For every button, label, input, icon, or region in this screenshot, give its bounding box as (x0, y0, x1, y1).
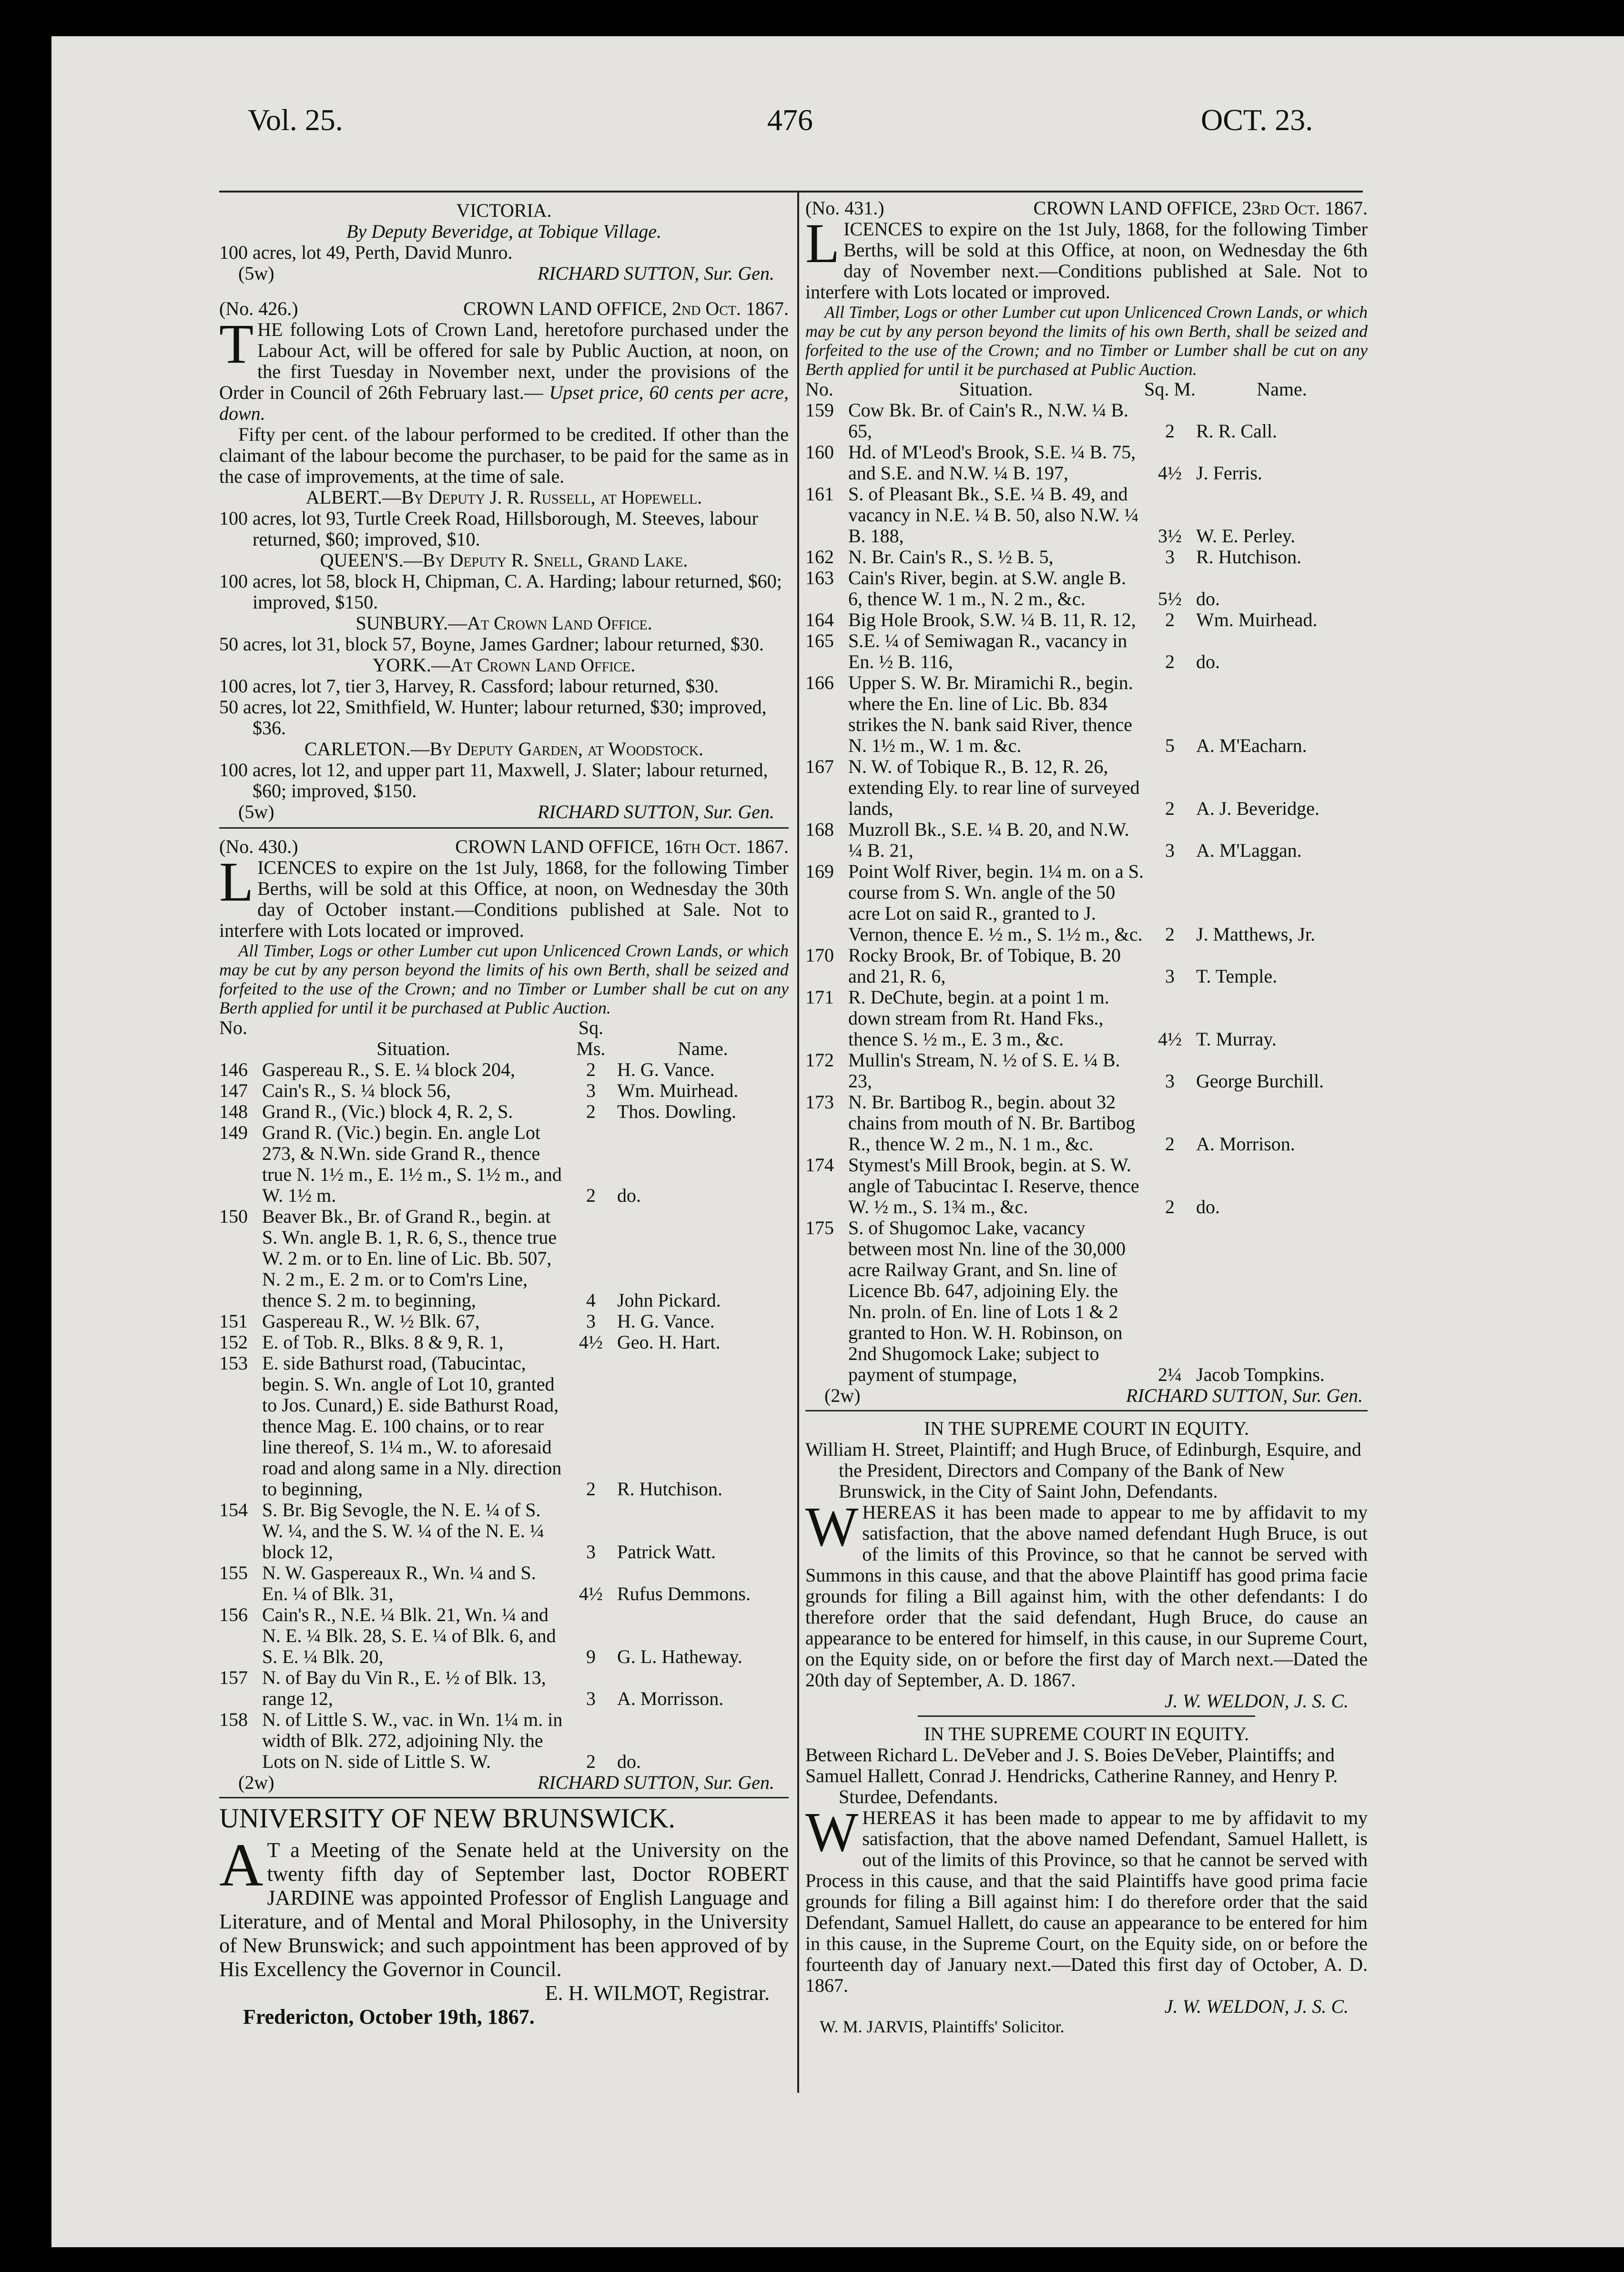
cell-situation: Gaspereau R., W. ½ Blk. 67, (262, 1310, 480, 1332)
notice-text: ICENCES to expire on the 1st July, 1868, for the following Timber Berths, will be sold at this Office, at noon, on Wednesday the 30th day of October instant.—Conditions published at Sale. Not to interfere with Lots located or improved. (219, 857, 789, 941)
signature: RICHARD SUTTON, Sur. Gen. (537, 801, 774, 822)
table-row (805, 861, 1368, 945)
cell-no: 174 (805, 1154, 834, 1176)
court2-heading: IN THE SUPREME COURT IN EQUITY. (924, 1723, 1249, 1745)
cell-no: 149 (219, 1122, 248, 1143)
cell-situation: Mullin's Stream, N. ½ of S. E. ¼ B. 23, (848, 1049, 1120, 1092)
table-row (805, 1050, 1368, 1092)
cell-name: Patrick Watt. (617, 1541, 716, 1562)
court2-body (805, 1801, 1368, 1996)
cell-no: 170 (805, 944, 834, 966)
lot-entry: 50 acres, lot 31, block 57, Boyne, James Gardner; labour returned, $30. (219, 633, 764, 655)
cell-situation: N. W. of Tobique R., B. 12, R. 26, extending Ely. to rear line of surveyed lands, (848, 756, 1140, 819)
timber-berths-table-430 (219, 1017, 789, 1772)
cell-situation: R. DeChute, begin. at a point 1 m. down stream from Rt. Hand Fks., thence S. ½ m., E. 3 m., &c. (848, 986, 1109, 1050)
lot-entry: 100 acres, lot 58, block H, Chipman, C. A. Harding; labour returned, $60; improved, $150. (219, 570, 782, 613)
cell-situation: Cow Bk. Br. of Cain's R., N.W. ¼ B. 65, (848, 399, 1129, 442)
county-heading: SUNBURY.—At Crown Land Office. (355, 612, 652, 634)
cell-sq: 3 (586, 1080, 596, 1101)
judge-signature: J. W. WELDON, J. S. C. (1164, 1690, 1349, 1712)
section-rule (805, 1410, 1368, 1411)
notice-426-header (219, 298, 789, 319)
cell-no: 156 (219, 1604, 248, 1625)
table-row (805, 1217, 1368, 1385)
right-column (805, 198, 1368, 2036)
cell-situation: N. Br. Cain's R., S. ½ B. 5, (848, 546, 1054, 568)
victoria-lot: 100 acres, lot 49, Perth, David Munro. (219, 242, 513, 263)
cell-sq: 2 (1165, 1133, 1175, 1155)
cell-name: do. (1196, 651, 1220, 672)
office-dateline: CROWN LAND OFFICE, 23rd Oct. 1867. (1033, 197, 1368, 219)
signature: RICHARD SUTTON, Sur. Gen. (537, 1772, 774, 1793)
cell-name: do. (1196, 1196, 1220, 1217)
cell-name: A. J. Beveridge. (1196, 798, 1320, 819)
notice-426-body (219, 313, 789, 424)
cell-name: J. Matthews, Jr. (1196, 923, 1315, 945)
cell-no: 151 (219, 1310, 248, 1332)
cell-no: 159 (805, 399, 834, 421)
table-row (805, 442, 1368, 484)
office-dateline: CROWN LAND OFFICE, 16th Oct. 1867. (455, 836, 789, 857)
cell-name: do. (1196, 588, 1220, 609)
cell-situation: Hd. of M'Leod's Brook, S.E. ¼ B. 75, and S.E. and N.W. ¼ B. 197, (848, 441, 1136, 484)
cell-situation: E. side Bathurst road, (Tabucintac, begin. S. Wn. angle of Lot 10, granted to Jos. Cunard,) E. side Bathurst Road, thence Mag. E. 100 chains, or to rear line thereof, S. 1¼ m., W. to aforesaid road and along same in a Nly. direction to beginning, (262, 1352, 562, 1500)
table-row (805, 1155, 1368, 1217)
cell-situation: Cain's River, begin. at S.W. angle B. 6, thence W. 1 m., N. 2 m., &c. (848, 567, 1126, 609)
cell-name: Wm. Muirhead. (1196, 609, 1318, 630)
cell-sq: 5½ (1158, 588, 1182, 609)
cell-no: 146 (219, 1059, 248, 1080)
table-row (805, 484, 1368, 547)
cell-name: Thos. Dowling. (617, 1101, 736, 1122)
notice-text: HE following Lots of Crown Land, heretofore purchased under the Labour Act, will be offered for sale by Public Auction, at noon, on the first Tuesday in November next, under the provisions of the Order in Council of 26th February last.— (219, 319, 789, 403)
cell-situation: Cain's R., N.E. ¼ Blk. 21, Wn. ¼ and N. E. ¼ Blk. 28, S. E. ¼ of Blk. 6, and S. E. ¼ Blk. 20, (262, 1604, 556, 1667)
volume-label: Vol. 25. (248, 103, 343, 137)
notice-430-header (219, 836, 789, 857)
cell-sq: 3½ (1158, 525, 1182, 547)
judge-signature: J. W. WELDON, J. S. C. (1164, 1996, 1349, 2017)
cell-no: 161 (805, 483, 834, 505)
table-row (219, 1080, 789, 1101)
cell-situation: S.E. ¼ of Semiwagan R., vacancy in En. ½ B. 116, (848, 630, 1127, 672)
cell-no: 158 (219, 1709, 248, 1730)
drop-cap: L (219, 851, 254, 913)
upset-price: Upset price, 60 cents per acre, down. (219, 382, 789, 424)
cell-no: 163 (805, 567, 834, 588)
table-row (805, 819, 1368, 861)
lot-entry: 50 acres, lot 22, Smithfield, W. Hunter; labour returned, $30; improved, $36. (219, 696, 767, 739)
cell-situation: Rocky Brook, Br. of Tobique, B. 20 and 21, R. 6, (848, 944, 1121, 987)
county-heading: QUEEN'S.—By Deputy R. Snell, Grand Lake. (320, 549, 688, 571)
cell-no: 165 (805, 630, 834, 651)
cell-no: 168 (805, 819, 834, 840)
cell-sq: 3 (1165, 965, 1175, 987)
cell-sq: 2 (1165, 798, 1175, 819)
cell-name: H. G. Vance. (617, 1310, 715, 1332)
solicitor-line: W. M. JARVIS, Plaintiffs' Solicitor. (820, 2017, 1065, 2036)
cell-no: 169 (805, 861, 834, 882)
col-name-header: Name. (1257, 378, 1307, 400)
table-row (219, 1353, 789, 1500)
cell-name: T. Temple. (1196, 965, 1278, 987)
cell-situation: Upper S. W. Br. Miramichi R., begin. where the En. line of Lic. Bb. 834 strikes the N. bank said River, thence N. 1½ m., W. 1 m. &c. (848, 672, 1133, 756)
cell-sq: 3 (1165, 840, 1175, 861)
cell-situation: Big Hole Brook, S.W. ¼ B. 11, R. 12, (848, 609, 1136, 630)
cell-name: W. E. Perley. (1196, 525, 1296, 547)
cell-sq: 3 (586, 1688, 596, 1709)
cell-situation: E. of Tob. R., Blks. 8 & 9, R. 1, (262, 1331, 504, 1353)
court1-parties: William H. Street, Plaintiff; and Hugh Bruce, of Edinburgh, Esquire, and the President, Directors and Company of the Bank of New Brunswick, in the City of Saint John, Defendants. (805, 1439, 1361, 1502)
section-rule (219, 1797, 789, 1798)
cell-sq: 2¼ (1158, 1364, 1182, 1385)
cell-sq: 3 (1165, 546, 1175, 568)
cell-no: 150 (219, 1206, 248, 1227)
table-row (805, 547, 1368, 568)
notice-text: ICENCES to expire on the 1st July, 1868, for the following Timber Berths, will be sold at this Office, at noon, on Wednesday the 6th day of November next.—Conditions published at Sale. Not to interfere with Lots located or improved. (805, 218, 1368, 303)
notice-430-warning: All Timber, Logs or other Lumber cut upon Unlicenced Crown Lands, or which may be cut by any person beyond the limits of his own Berth, shall be seized and forfeited to the use of the Crown; and no Timber or Lumber shall be cut on any Berth applied for until it be purchased at Public Auction. (219, 941, 789, 1017)
lot-entry: 100 acres, lot 93, Turtle Creek Road, Hillsborough, M. Steeves, labour returned, $60; improved, $10. (219, 507, 758, 550)
notice-431-header (805, 198, 1368, 219)
cell-situation: Grand R. (Vic.) begin. En. angle Lot 273, & N.Wn. side Grand R., thence true N. 1½ m., E. 1½ m., S. 1½ m., and W. 1½ m. (262, 1122, 562, 1206)
notice-431-warning: All Timber, Logs or other Lumber cut upon Unlicenced Crown Lands, or which may be cut by any person beyond the limits of his own Berth, shall be seized and forfeited to the use of the Crown; and no Timber or Lumber shall be cut on any Berth applied for until it be purchased at Public Auction. (805, 303, 1368, 379)
page-number: 476 (767, 103, 813, 137)
cell-situation: Beaver Bk., Br. of Grand R., begin. at S. Wn. angle B. 1, R. 6, S., thence true W. 2 m. or to En. line of Lic. Bb. 507, N. 2 m., E. 2 m. or to Com'rs Line, thence S. 2 m. to beginning, (262, 1206, 557, 1311)
cell-sq: 2 (586, 1101, 596, 1122)
table-row (219, 1101, 789, 1122)
cell-situation: S. of Pleasant Bk., S.E. ¼ B. 49, and vacancy in N.E. ¼ B. 50, also N.W. ¼ B. 188, (848, 483, 1139, 547)
cell-name: R. R. Call. (1196, 420, 1278, 442)
cell-sq: 5 (1165, 735, 1175, 756)
cell-no: 173 (805, 1091, 834, 1113)
drop-cap: A (219, 1831, 264, 1899)
timber-berths-table-431 (805, 379, 1368, 1385)
table-row (219, 1332, 789, 1353)
col-name-header: Name. (678, 1038, 728, 1059)
cell-no: 160 (805, 441, 834, 463)
registrar-signature: E. H. WILMOT, Registrar. (545, 1981, 770, 2005)
victoria-subheading: By Deputy Beveridge, at Tobique Village. (346, 221, 661, 242)
cell-situation: Grand R., (Vic.) block 4, R. 2, S. (262, 1101, 513, 1122)
county-heading: YORK.—At Crown Land Office. (372, 654, 636, 676)
lot-entry: 100 acres, lot 7, tier 3, Harvey, R. Cassford; labour returned, $30. (219, 675, 719, 697)
county-heading: ALBERT.—By Deputy J. R. Russell, at Hopewell. (305, 487, 702, 508)
table-row (805, 609, 1368, 630)
table-row (219, 1709, 789, 1772)
table-row (805, 672, 1368, 756)
cell-sq: 2 (586, 1751, 596, 1772)
cell-name: A. Morrison. (1196, 1133, 1295, 1155)
notice-430-signature (219, 1772, 789, 1793)
col-sq-header: Sq. M. (1144, 378, 1196, 400)
table-row (219, 1562, 789, 1604)
cell-name: do. (617, 1751, 641, 1772)
cell-sq: 3 (1165, 1070, 1175, 1092)
cell-name: A. Morrisson. (617, 1688, 724, 1709)
cell-sq: 3 (586, 1541, 596, 1562)
university-heading: UNIVERSITY OF NEW BRUNSWICK. (219, 1803, 675, 1834)
notice-number: (No. 430.) (219, 836, 298, 857)
cell-sq: 2 (586, 1478, 596, 1500)
cell-situation: Stymest's Mill Brook, begin. at S. W. angle of Tabucintac I. Reserve, thence W. ½ m., S. 1¾ m., &c. (848, 1154, 1139, 1217)
insertion-code: (5w) (238, 801, 274, 822)
cell-no: 175 (805, 1217, 834, 1238)
cell-situation: N. of Bay du Vin R., E. ½ of Blk. 13, range 12, (262, 1667, 546, 1709)
signature: RICHARD SUTTON, Sur. Gen. (1126, 1385, 1363, 1406)
cell-name: Rufus Demmons. (617, 1583, 751, 1604)
cell-name: do. (617, 1185, 641, 1206)
signature: RICHARD SUTTON, Sur. Gen. (537, 263, 774, 284)
column-divider (797, 192, 799, 2093)
place-date: Fredericton, October 19th, 1867. (243, 2005, 535, 2029)
insertion-code: (2w) (238, 1772, 274, 1793)
table-row (805, 756, 1368, 819)
col-no-header: No. (219, 1017, 247, 1038)
cell-no: 148 (219, 1101, 248, 1122)
notice-426-signature (219, 801, 789, 822)
header-rule (219, 191, 1363, 193)
table-row (805, 568, 1368, 609)
notice-431-body (805, 212, 1368, 303)
cell-situation: Muzroll Bk., S.E. ¼ B. 20, and N.W. ¼ B. 21, (848, 819, 1129, 861)
drop-cap: W (805, 1495, 859, 1558)
cell-sq: 4½ (579, 1331, 603, 1353)
cell-name: R. Hutchison. (617, 1478, 723, 1500)
cell-sq: 4½ (1158, 462, 1182, 484)
notice-426-paragraph: Fifty per cent. of the labour performed to be credited. If other than the claimant of the labour become the purchaser, to be paid for the same as in the case of improvements, at the time of sale. (219, 424, 789, 487)
insertion-code: (2w) (824, 1385, 861, 1406)
cell-no: 155 (219, 1562, 248, 1583)
left-column (219, 200, 789, 2029)
col-situation-header: Situation. (959, 378, 1033, 400)
notice-number: (No. 426.) (219, 298, 298, 319)
cell-sq: 4½ (579, 1583, 603, 1604)
drop-cap: T (219, 313, 254, 375)
victoria-signature (219, 263, 789, 284)
cell-sq: 2 (586, 1185, 596, 1206)
cell-name: Jacob Tompkins. (1196, 1364, 1325, 1385)
cell-no: 147 (219, 1080, 248, 1101)
court2-defendants: Samuel Hallett, Conrad J. Hendricks, Catherine Ranney, and Henry P. Sturdee, Defendants. (805, 1765, 1338, 1807)
victoria-heading: VICTORIA. (456, 200, 552, 221)
cell-name: G. L. Hatheway. (617, 1646, 742, 1667)
cell-no: 153 (219, 1352, 248, 1374)
cell-situation: N. Br. Bartibog R., begin. about 32 chains from mouth of N. Br. Bartibog R., thence W. 2 m., N. 1 m., &c. (848, 1091, 1136, 1155)
table-row (805, 945, 1368, 987)
cell-situation: S. Br. Big Sevogle, the N. E. ¼ of S. W. ¼, and the S. W. ¼ of the N. E. ¼ block 12, (262, 1499, 544, 1562)
section-rule (219, 827, 789, 829)
cell-name: A. M'Eacharn. (1196, 735, 1307, 756)
cell-name: George Burchill. (1196, 1070, 1324, 1092)
table-row (219, 1500, 789, 1562)
cell-no: 157 (219, 1667, 248, 1688)
table-row (805, 987, 1368, 1050)
issue-date: OCT. 23. (1201, 103, 1313, 137)
cell-sq: 2 (1165, 923, 1175, 945)
col-sq-header: Sq. Ms. (576, 1017, 606, 1059)
table-row (219, 1667, 789, 1709)
table-row (219, 1206, 789, 1311)
cell-name: R. Hutchison. (1196, 546, 1302, 568)
county-sections (219, 487, 789, 801)
col-situation-header: Situation. (376, 1038, 450, 1059)
cell-name: T. Murray. (1196, 1028, 1277, 1050)
cell-situation: N. W. Gaspereaux R., Wn. ¼ and S. En. ¼ of Blk. 31, (262, 1562, 536, 1604)
cell-sq: 4½ (1158, 1028, 1182, 1050)
table-row (805, 1092, 1368, 1155)
table-row (219, 1122, 789, 1206)
court2-plaintiffs: Between Richard L. DeVeber and J. S. Boies DeVeber, Plaintiffs; and (805, 1744, 1335, 1765)
drop-cap: L (805, 212, 840, 274)
cell-sq: 4 (586, 1289, 596, 1311)
cell-situation: N. of Little S. W., vac. in Wn. 1¼ m. in width of Blk. 272, adjoining Nly. the Lots on N. side of Little S. W. (262, 1709, 563, 1772)
cell-sq: 2 (1165, 1196, 1175, 1217)
section-rule (918, 1715, 1255, 1717)
court2-text: HEREAS it has been made to appear to me by affidavit to my satisfaction, that the above named Defendant, Samuel Hallett, is out of the limits of this Province, so that he cannot be served with Process in this cause, and that the said Plaintiffs have good prima facie grounds for filing a Bill against him: I do therefore order that the said Defendant, Samuel Hallett, do cause an appearance to be entered for him in this cause, in the Supreme Court, on the Equity side, on or before the fourteenth day of January next.—Dated this first day of October, A. D. 1867. (805, 1807, 1368, 1996)
table-row (219, 1059, 789, 1080)
notice-number: (No. 431.) (805, 197, 884, 219)
lot-entry: 100 acres, lot 12, and upper part 11, Maxwell, J. Slater; labour returned, $60; improved, $150. (219, 759, 768, 801)
cell-no: 167 (805, 756, 834, 777)
cell-no: 172 (805, 1049, 834, 1071)
insertion-code: (5w) (238, 263, 274, 284)
cell-situation: Point Wolf River, begin. 1¼ m. on a S. course from S. Wn. angle of the 50 acre Lot on said R., granted to J. Vernon, thence E. ½ m., S. 1½ m., &c. (848, 861, 1144, 945)
cell-situation: Cain's R., S. ¼ block 56, (262, 1080, 451, 1101)
cell-no: 171 (805, 986, 834, 1008)
cell-no: 154 (219, 1499, 248, 1521)
court1-text: HEREAS it has been made to appear to me by affidavit to my satisfaction, that the above named defendant Hugh Bruce, is out of the limits of this Province, so that he cannot be served with Summons in this cause, and that the above Plaintiff has good prima facie grounds for filing a Bill against him, with the other defendants: I do therefore order that the said defendant, Hugh Bruce, do cause an appearance to be entered for himself, in this cause, in our Supreme Court, on the Equity side, on or before the first day of March next.—Dated the 20th day of September, A. D. 1867. (805, 1501, 1368, 1691)
cell-sq: 2 (1165, 651, 1175, 672)
university-body (219, 1831, 789, 1981)
table-row (805, 630, 1368, 672)
cell-situation: S. of Shugomoc Lake, vacancy between most Nn. line of the 30,000 acre Railway Grant, and Sn. line of Licence Bb. 647, adjoining Ely. the Nn. proln. of En. line of Lots 1 & 2 granted to Hon. W. H. Robinson, on 2nd Shugomock Lake; subject to payment of stumpage, (848, 1217, 1126, 1385)
county-heading: CARLETON.—By Deputy Garden, at Woodstock. (304, 738, 704, 760)
cell-no: 166 (805, 672, 834, 693)
cell-no: 164 (805, 609, 834, 630)
cell-no: 152 (219, 1331, 248, 1353)
cell-no: 162 (805, 546, 834, 568)
cell-name: A. M'Laggan. (1196, 840, 1302, 861)
cell-sq: 2 (1165, 609, 1175, 630)
col-no-header: No. (805, 378, 833, 400)
cell-situation: Gaspereau R., S. E. ¼ block 204, (262, 1059, 516, 1080)
university-text: T a Meeting of the Senate held at the University on the twenty fifth day of September last, Doctor ROBERT JARDINE was appointed Professor of English Language and Literature, and of Mental and Moral Philosophy, in the University of New Brunswick; and such appointment has been approved of by His Excellency the Governor in Council. (219, 1838, 789, 1981)
cell-name: Wm. Muirhead. (617, 1080, 739, 1101)
cell-name: Geo. H. Hart. (617, 1331, 721, 1353)
cell-name: John Pickard. (617, 1289, 721, 1311)
cell-name: J. Ferris. (1196, 462, 1262, 484)
cell-sq: 9 (586, 1646, 596, 1667)
notice-431-signature (805, 1385, 1368, 1406)
notice-430-body (219, 851, 789, 941)
court1-body (805, 1495, 1368, 1691)
cell-sq: 2 (586, 1059, 596, 1080)
cell-name: H. G. Vance. (617, 1059, 715, 1080)
table-row (219, 1604, 789, 1667)
drop-cap: W (805, 1801, 859, 1863)
table-row (805, 400, 1368, 442)
office-dateline: CROWN LAND OFFICE, 2nd Oct. 1867. (463, 298, 789, 319)
table-row (219, 1311, 789, 1332)
cell-sq: 2 (1165, 420, 1175, 442)
cell-sq: 3 (586, 1310, 596, 1332)
court1-heading: IN THE SUPREME COURT IN EQUITY. (924, 1418, 1249, 1439)
